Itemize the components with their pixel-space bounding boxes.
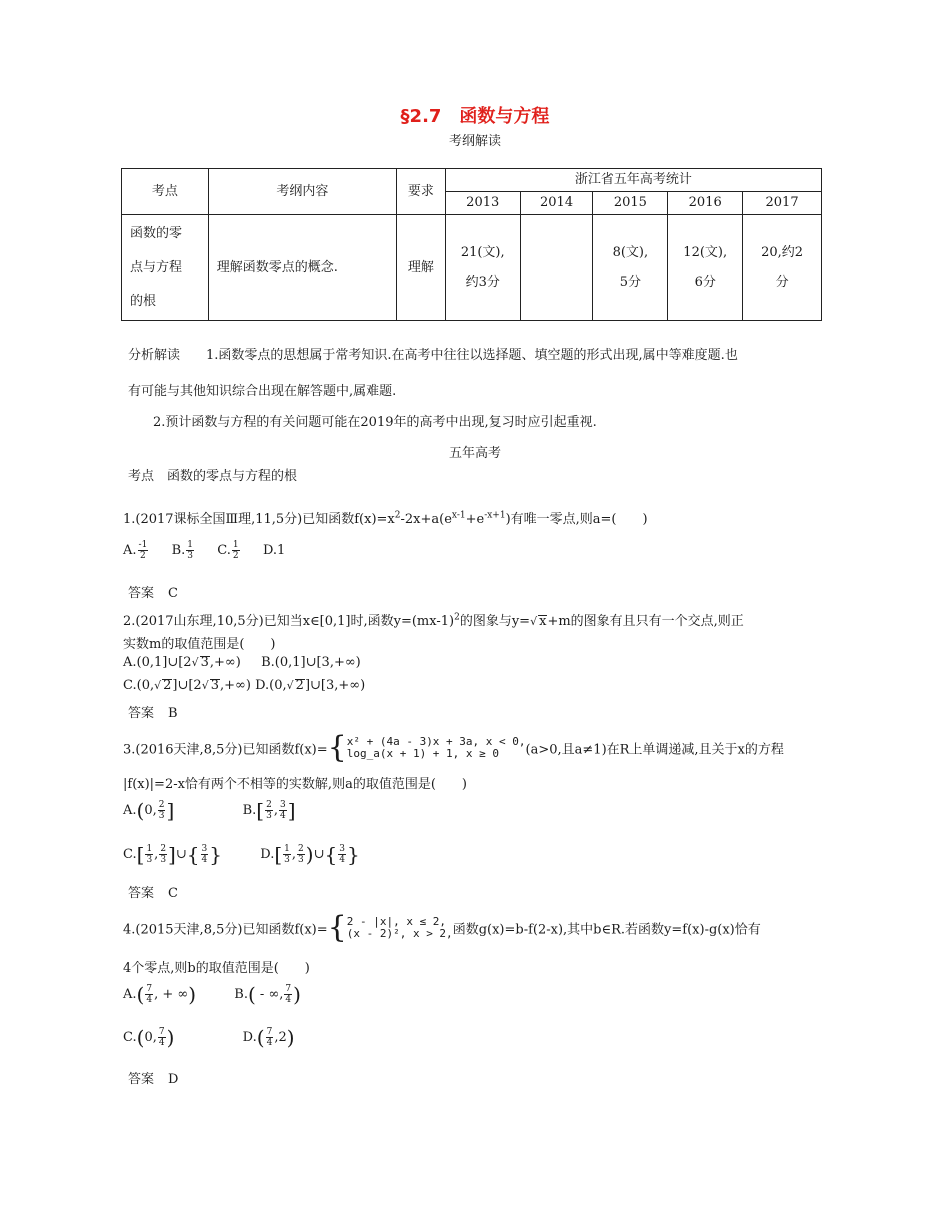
q3-line1 xyxy=(123,730,784,765)
frac-num: 3 xyxy=(279,799,286,810)
q3-options-cd xyxy=(123,842,360,866)
q2-text: 的图象与y= xyxy=(459,614,531,629)
q1-option-a xyxy=(123,540,149,561)
exam-stats-table xyxy=(121,168,822,321)
opt-text: C.(0, xyxy=(123,678,155,693)
fraction xyxy=(145,844,153,865)
frac-num: 7 xyxy=(146,983,153,994)
q3-answer xyxy=(128,882,178,901)
kaodian-line: 的根 xyxy=(130,293,157,309)
fraction xyxy=(201,844,209,865)
frac-num: 7 xyxy=(266,1026,273,1037)
cell-line: 8(文), xyxy=(612,244,649,260)
frac-den: 2 xyxy=(140,551,146,561)
opt-text: D.(0, xyxy=(255,678,287,693)
answer-value: C xyxy=(168,586,178,601)
q1-sup: 2 xyxy=(394,510,401,521)
row-requirement: 理解 xyxy=(396,215,445,321)
q2-options-ab xyxy=(123,655,361,670)
option-label: B. xyxy=(171,543,186,558)
analysis-line1: 1.函数零点的思想属于常考知识.在高考中往往以选择题、填空题的形式出现,属中等难度题.也 xyxy=(206,348,738,363)
fraction xyxy=(283,844,291,865)
opt-text: ]∪[3,+∞) xyxy=(304,678,366,693)
cell-line: 12(文), xyxy=(683,244,728,260)
frac-den: 4 xyxy=(279,810,286,821)
fraction xyxy=(158,1027,166,1048)
q3-text: 3.(2016天津,8,5分)已知函数f(x)= xyxy=(123,742,328,758)
frac-den: 4 xyxy=(201,854,208,865)
cell-line: 21(文), xyxy=(460,244,505,260)
sqrt-radicand: x xyxy=(539,614,547,629)
cell-2015 xyxy=(593,215,668,321)
q1-option-c xyxy=(217,540,240,561)
frac-num: 3 xyxy=(201,843,208,854)
cell-line: 6分 xyxy=(694,274,716,290)
frac-den: 3 xyxy=(187,551,194,561)
q4-option-c: C.(0, $\frac{7}{4}$ ) xyxy=(123,1025,175,1049)
year-2016: 2016 xyxy=(668,192,743,215)
answer-label: 答案 xyxy=(128,706,155,721)
q2-answer xyxy=(128,702,178,721)
frac-num: 1 xyxy=(146,843,153,854)
sqrt-radicand: 3 xyxy=(210,678,219,693)
frac-den: 4 xyxy=(266,1037,273,1048)
brace-icon: { xyxy=(327,730,347,765)
piecewise-row: 2 - |x|, x ≤ 2, xyxy=(346,915,447,928)
q3-option-a: A.(0, $\frac{2}{3}$ ] xyxy=(123,798,175,822)
frac-num: 2 xyxy=(266,799,272,810)
header-stats: 浙江省五年高考统计 xyxy=(445,169,821,192)
q1-stem xyxy=(123,508,648,527)
union-symbol: ∪ xyxy=(175,846,187,862)
opt-text: 0, xyxy=(144,802,157,818)
q4-option-a: A.( $\frac{7}{4}$ , + ∞) xyxy=(123,982,197,1006)
option-label: C. xyxy=(217,543,231,558)
frac-den: 3 xyxy=(158,810,165,821)
q3-option-c: C.[ $\frac{1}{3}$ , $\frac{2}{3}$ ]∪{ $\frac{3}{4}$ } xyxy=(123,842,222,866)
opt-text: ]∪[2 xyxy=(172,678,202,693)
q2-text: +m的图象有且只有一个交点,则正 xyxy=(547,614,744,629)
brace-icon: { xyxy=(327,910,347,945)
q4-line2: 4个零点,则b的取值范围是( ) xyxy=(123,961,310,976)
frac-den: 4 xyxy=(339,854,345,865)
kaodian-line: 函数的零 xyxy=(130,225,183,241)
piecewise-row: x² + (4a - 3)x + 3a, x < 0, xyxy=(346,735,526,748)
q4-text: 4.(2015天津,8,5分)已知函数f(x)= xyxy=(123,922,328,938)
answer-value: D xyxy=(168,1072,179,1087)
union-symbol: ∪ xyxy=(313,846,325,862)
frac-num: 1 xyxy=(232,540,239,550)
year-2013: 2013 xyxy=(445,192,520,215)
q4-line1 xyxy=(123,910,761,945)
frac-num: 1 xyxy=(187,540,194,550)
q4-options-cd xyxy=(123,1025,295,1049)
q2-line1: 2.(2017山东理,10,5分)已知当x∈[0,1]时,函数$y=(mx-1)^2$的图象与y=√ x+m的图象有且只有一个交点,则正 xyxy=(123,612,744,629)
kaodian-line: 点与方程 xyxy=(130,259,183,275)
q3-options-ab xyxy=(123,798,296,822)
header-requirement: 要求 xyxy=(396,169,445,215)
answer-label: 答案 xyxy=(128,586,155,601)
opt-text: - ∞, xyxy=(255,986,284,1002)
frac-num: 7 xyxy=(285,983,292,994)
fraction xyxy=(297,844,305,865)
frac-num: 2 xyxy=(298,843,304,854)
fraction xyxy=(338,844,346,865)
frac-den: 4 xyxy=(285,994,292,1005)
q4-answer xyxy=(128,1068,178,1087)
section-heading: 五年高考 xyxy=(448,446,501,461)
frac-den: 3 xyxy=(146,854,153,865)
q3-text: (a>0,且a≠1)在R上单调递减,且关于x的方程 xyxy=(525,742,784,758)
q1-option-d: D.1 xyxy=(262,543,286,558)
year-2014: 2014 xyxy=(520,192,593,215)
q1-text: )有唯一零点,则a=( ) xyxy=(505,512,648,527)
frac-den: 3 xyxy=(160,854,167,865)
frac-den: 3 xyxy=(266,810,272,821)
year-2017: 2017 xyxy=(743,192,822,215)
opt-text: 0, xyxy=(144,1029,157,1045)
frac-num: 2 xyxy=(158,799,165,810)
answer-label: 答案 xyxy=(128,1072,155,1087)
cell-line: 分 xyxy=(775,274,789,290)
fraction xyxy=(266,1027,274,1048)
analysis-p2: 2.预计函数与方程的有关问题可能在2019年的高考中出现,复习时应引起重视. xyxy=(153,415,597,430)
row-content: 理解函数零点的概念. xyxy=(208,215,396,321)
piecewise-row: log_a(x + 1) + 1, x ≥ 0 xyxy=(346,747,500,760)
frac-num: 7 xyxy=(158,1026,165,1037)
frac-den: 2 xyxy=(232,551,239,561)
q1-answer xyxy=(128,582,178,601)
option-label: B. xyxy=(234,986,248,1002)
option-label: A. xyxy=(123,543,137,558)
q2-text: 2.(2017山东理,10,5分)已知当x∈[0,1]时,函数y=(mx-1) xyxy=(123,614,455,629)
frac-num: -1 xyxy=(138,540,148,550)
frac-num: 3 xyxy=(339,843,345,854)
fraction xyxy=(138,540,149,561)
frac-num: 2 xyxy=(160,843,167,854)
row-kaodian xyxy=(122,215,209,321)
opt-text: ,2 xyxy=(274,1029,287,1045)
fraction xyxy=(159,844,167,865)
q1-sup: -x+1 xyxy=(484,510,506,521)
q4-option-b: B.( - ∞, $\frac{7}{4}$ ) xyxy=(234,982,301,1006)
option-label: B. xyxy=(242,802,257,818)
fraction xyxy=(145,984,153,1005)
q3-line2: |f(x)|=2-x恰有两个不相等的实数解,则a的取值范围是( ) xyxy=(123,777,467,792)
page-title: §2.7 函数与方程 xyxy=(400,106,550,127)
fraction xyxy=(186,540,194,561)
q1-option-b xyxy=(171,540,195,561)
answer-value: B xyxy=(168,706,178,721)
q1-text: -2x+a(e xyxy=(400,512,452,527)
answer-label: 答案 xyxy=(128,886,155,901)
option-label: C. xyxy=(123,846,137,862)
frac-den: 3 xyxy=(284,854,290,865)
q4-text: 函数g(x)=b-f(2-x),其中b∈R.若函数y=f(x)-g(x)恰有 xyxy=(452,922,761,938)
frac-den: 4 xyxy=(158,1037,165,1048)
q3-option-b: B.[ $\frac{2}{3}$ , $\frac{3}{4}$ ] xyxy=(242,798,296,822)
q4-options-ab xyxy=(123,982,301,1006)
piecewise xyxy=(347,916,453,940)
cell-line: 5分 xyxy=(619,274,642,290)
opt-text: ,+∞) xyxy=(220,678,251,693)
q2-sup: 2 xyxy=(454,612,460,623)
sqrt-radicand: 2 xyxy=(295,678,304,693)
analysis-line2: 有可能与其他知识综合出现在解答题中,属难题. xyxy=(128,384,397,399)
section-kaodian: 考点 函数的零点与方程的根 xyxy=(128,469,298,484)
analysis-p1 xyxy=(128,344,738,363)
q2-option-b: B.(0,1]∪[3,+∞) xyxy=(261,655,361,670)
header-kaodian: 考点 xyxy=(122,169,209,215)
q1-text: 1.(2017课标全国Ⅲ理,11,5分)已知函数f(x)=x xyxy=(123,512,395,527)
q1-options xyxy=(123,540,285,561)
q2-option-d: D.(0,√ 2]∪[3,+∞) xyxy=(255,678,366,693)
cell-line: 约3分 xyxy=(465,274,500,290)
sqrt-radicand: 3 xyxy=(200,655,209,670)
frac-den: 3 xyxy=(298,854,304,865)
cell-2016 xyxy=(668,215,743,321)
q2-line2: 实数m的取值范围是( ) xyxy=(123,637,276,652)
cell-2014 xyxy=(520,215,593,321)
option-label: D. xyxy=(242,1029,257,1045)
header-content: 考纲内容 xyxy=(208,169,396,215)
q2-options-cd xyxy=(123,678,365,693)
answer-value: C xyxy=(168,886,178,901)
q4-option-d: D.( $\frac{7}{4}$ ,2) xyxy=(242,1025,295,1049)
fraction xyxy=(232,540,240,561)
q3-option-d: D.[ $\frac{1}{3}$ , $\frac{2}{3}$ )∪{ $\frac{3}{4}$ } xyxy=(260,842,360,866)
fraction xyxy=(279,800,287,821)
page-subtitle: 考纲解读 xyxy=(448,134,501,149)
q1-text: +e xyxy=(465,512,485,527)
opt-text: ,+∞) xyxy=(209,655,241,670)
option-label: C. xyxy=(123,1029,137,1045)
piecewise xyxy=(347,736,526,760)
piecewise-row: (x - 2)², x > 2, xyxy=(346,927,453,940)
option-label: A. xyxy=(123,986,137,1002)
analysis-label: 分析解读 xyxy=(128,348,181,363)
fraction xyxy=(284,984,292,1005)
option-label: A. xyxy=(123,802,137,818)
q1-sup: x-1 xyxy=(451,510,466,521)
opt-text: , + ∞ xyxy=(154,986,189,1002)
fraction xyxy=(158,800,166,821)
frac-den: 4 xyxy=(146,994,153,1005)
option-label: D. xyxy=(260,846,275,862)
opt-text: A.(0,1]∪[2 xyxy=(123,655,192,670)
q2-option-c: C.(0,√ 2]∪[2√ 3,+∞) xyxy=(123,678,251,693)
cell-line: 20,约2 xyxy=(761,244,804,260)
sqrt-radicand: 2 xyxy=(163,678,172,693)
year-2015: 2015 xyxy=(593,192,668,215)
frac-num: 1 xyxy=(284,843,290,854)
fraction xyxy=(265,800,273,821)
q2-option-a: A.(0,1]∪[2√ 3,+∞) xyxy=(123,655,241,670)
cell-2013 xyxy=(445,215,520,321)
cell-2017 xyxy=(743,215,822,321)
